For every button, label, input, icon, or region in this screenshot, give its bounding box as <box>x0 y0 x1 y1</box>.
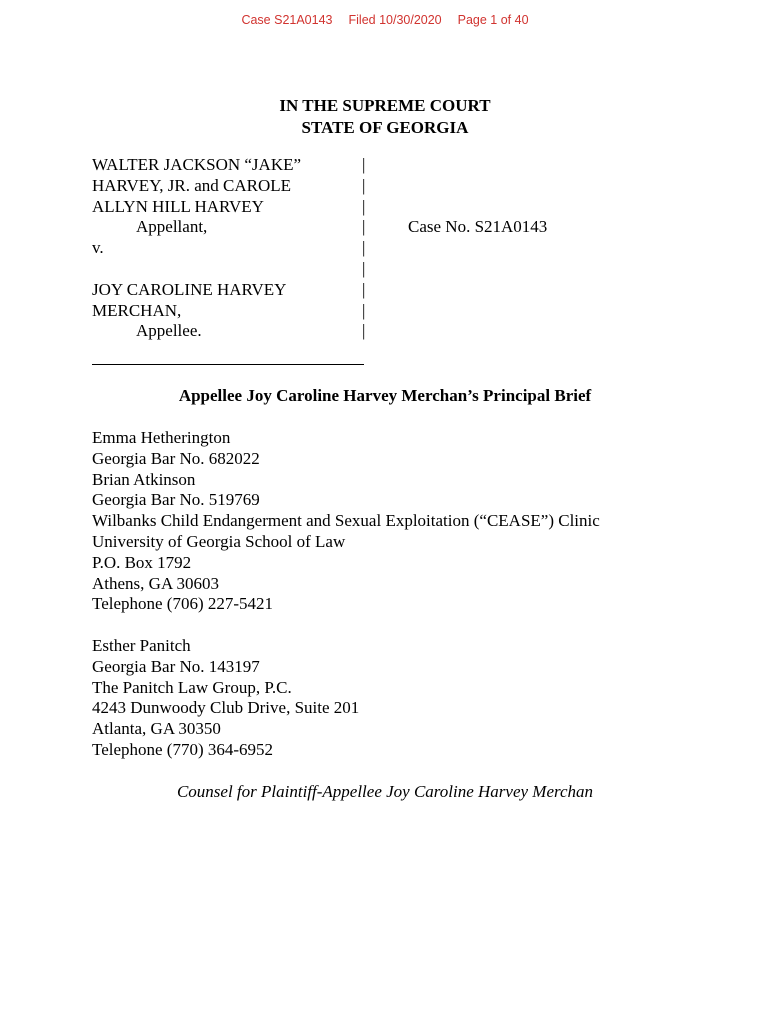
counsel-line: Esther Panitch <box>92 636 191 655</box>
brief-title: Appellee Joy Caroline Harvey Merchan’s Principal Brief <box>178 386 592 405</box>
stamp-filed-date: Filed 10/30/2020 <box>348 13 442 27</box>
caption-row <box>92 280 692 301</box>
counsel-line: Georgia Bar No. 519769 <box>92 490 260 510</box>
counsel-line: Georgia Bar No. 143197 <box>92 656 260 676</box>
counsel-line: The Panitch Law Group, P.C. <box>92 677 292 697</box>
caption-role-appellant: Appellant, <box>136 217 208 237</box>
counsel-line: Telephone (706) 227-5421 <box>92 594 274 614</box>
counsel-line: Brian Atkinson <box>92 469 196 489</box>
counsel-block-secondary <box>92 636 359 761</box>
counsel-line: Atlanta, GA 30350 <box>92 719 221 739</box>
stamp-page-number: Page 1 of 40 <box>457 13 529 27</box>
caption-row <box>92 321 692 342</box>
caption-row <box>92 176 692 197</box>
counsel-block-primary <box>92 428 600 615</box>
counsel-line: Emma Hetherington <box>92 428 231 447</box>
counsel-line: Wilbanks Child Endangerment and Sexual Exploitation (“CEASE”) Clinic <box>92 511 600 531</box>
caption-divider: | <box>362 238 366 258</box>
caption-row <box>92 155 692 176</box>
caption-party-text: ALLYN HILL HARVEY <box>92 196 264 216</box>
caption-party-text: WALTER JACKSON “JAKE” <box>92 155 302 174</box>
court-name: IN THE SUPREME COURT <box>279 96 491 115</box>
court-state: STATE OF GEORGIA <box>301 118 469 137</box>
caption-row <box>92 301 692 322</box>
counsel-line: P.O. Box 1792 <box>92 552 192 572</box>
caption-divider: | <box>362 279 366 299</box>
caption-party-text: HARVEY, JR. and CAROLE <box>92 175 292 195</box>
caption-divider: | <box>362 175 366 195</box>
caption-party-text: JOY CAROLINE HARVEY <box>92 279 287 299</box>
caption-row <box>92 197 692 218</box>
counsel-line: Georgia Bar No. 682022 <box>92 448 260 468</box>
counsel-line: University of Georgia School of Law <box>92 531 346 551</box>
caption-row <box>92 217 692 238</box>
caption-divider: | <box>362 196 366 216</box>
caption-divider: | <box>362 155 366 174</box>
caption-party-text: MERCHAN, <box>92 300 182 320</box>
counsel-for-statement: Counsel for Plaintiff-Appellee Joy Caroline Harvey Merchan <box>176 782 594 801</box>
caption-role-appellee: Appellee. <box>136 321 202 341</box>
caption-divider: | <box>362 321 366 341</box>
caption-underline <box>92 364 364 365</box>
filing-stamp <box>0 13 770 27</box>
caption-divider: | <box>362 300 366 320</box>
case-number: Case No. S21A0143 <box>408 217 548 237</box>
case-caption <box>92 155 692 342</box>
stamp-case-number: Case S21A0143 <box>241 13 333 27</box>
counsel-line: 4243 Dunwoody Club Drive, Suite 201 <box>92 698 360 718</box>
caption-divider: | <box>362 217 366 237</box>
caption-row <box>92 238 692 259</box>
court-heading <box>0 95 770 139</box>
counsel-line: Athens, GA 30603 <box>92 573 220 593</box>
counsel-line: Telephone (770) 364-6952 <box>92 739 274 759</box>
caption-divider: | <box>362 258 366 278</box>
caption-versus: v. <box>92 238 104 258</box>
caption-row <box>92 259 692 280</box>
